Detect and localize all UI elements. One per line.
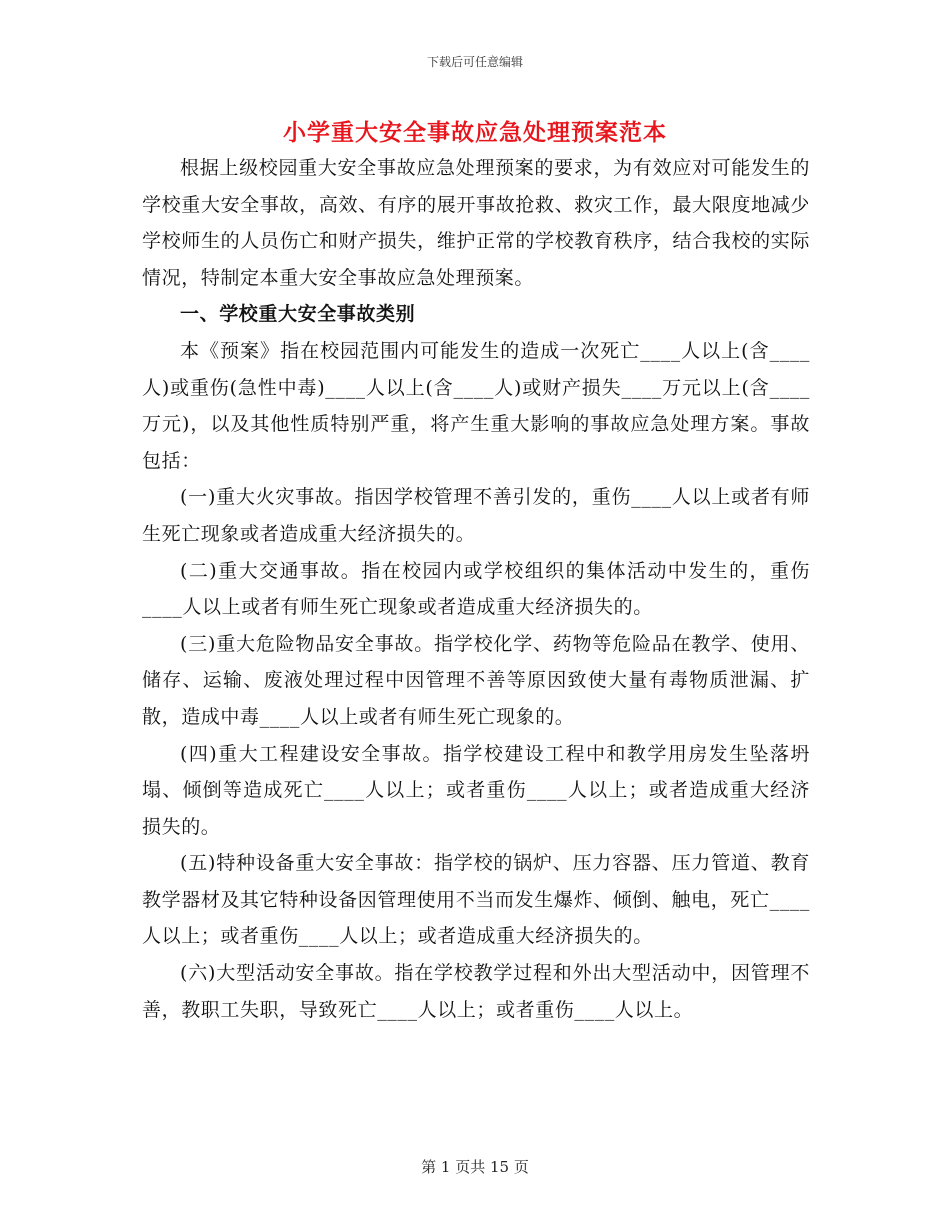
document-body — [142, 150, 810, 1028]
intro-paragraph: 根据上级校园重大安全事故应急处理预案的要求，为有效应对可能发生的学校重大安全事故，高效、有序的展开事故抢救、救灾工作，最大限度地减少学校师生的人员伤亡和财产损失，维护正常的学校教育秩序，结合我校的实际情况，特制定本重大安全事故应急处理预案。 — [142, 157, 810, 289]
definition-paragraph: 本《预案》指在校园范围内可能发生的造成一次死亡____人以上(含____人)或重伤(急性中毒)____人以上(含____人)或财产损失____万元以上(含____万元)，以及其他性质特别严重，将产生重大影响的事故应急处理方案。事故包括： — [142, 339, 810, 472]
fire-accident-paragraph: (一)重大火灾事故。指因学校管理不善引发的，重伤____人以上或者有师生死亡现象或者造成重大经济损失的。 — [142, 486, 810, 545]
construction-accident-paragraph: (四)重大工程建设安全事故。指学校建设工程中和教学用房发生坠落坍塌、倾倒等造成死亡____人以上；或者重伤____人以上；或者造成重大经济损失的。 — [142, 742, 810, 838]
hazardous-materials-paragraph: (三)重大危险物品安全事故。指学校化学、药物等危险品在教学、使用、储存、运输、废液处理过程中因管理不善等原因致使大量有毒物质泄漏、扩散，造成中毒____人以上或者有师生死亡现象的。 — [142, 632, 810, 728]
special-equipment-paragraph: (五)特种设备重大安全事故：指学校的锅炉、压力容器、压力管道、教育教学器材及其它特种设备因管理使用不当而发生爆炸、倾倒、触电，死亡____人以上；或者重伤____人以上；或者造成重大经济损失的。 — [142, 852, 810, 948]
document-title: 小学重大安全事故应急处理预案范本 — [283, 119, 667, 146]
header-note: 下载后可任意编辑 — [426, 55, 523, 69]
traffic-accident-paragraph: (二)重大交通事故。指在校园内或学校组织的集体活动中发生的，重伤____人以上或者有师生死亡现象或者造成重大经济损失的。 — [142, 559, 810, 619]
large-event-paragraph: (六)大型活动安全事故。指在学校教学过程和外出大型活动中，因管理不善，教职工失职，导致死亡____人以上；或者重伤____人以上。 — [142, 962, 810, 1021]
page-number: 第 1 页共 15 页 — [421, 1158, 529, 1176]
section-heading: 一、学校重大安全事故类别 — [180, 303, 416, 326]
